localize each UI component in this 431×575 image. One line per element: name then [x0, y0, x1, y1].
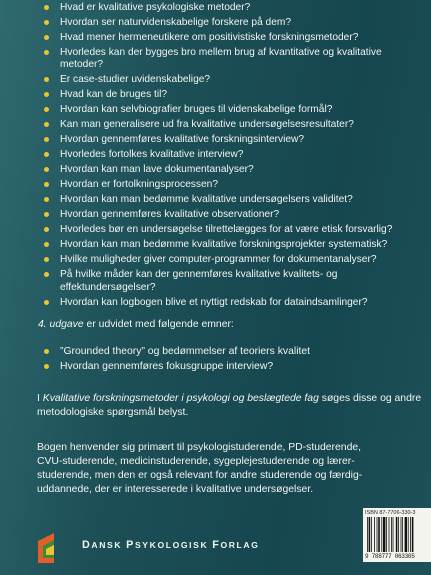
bullet-icon	[44, 364, 49, 369]
question-text: Hvordan kan man lave dokumentanalyser?	[60, 164, 254, 176]
book-title: Kvalitative forskningsmetoder i psykologi og beslægtede fag	[42, 393, 319, 404]
question-text: Hvordan kan man bedømme kvalitative forskningsprojekter systematisk?	[60, 239, 388, 251]
question-text: Er case-studier uvidenskabelige?	[60, 74, 211, 86]
question-item	[42, 89, 427, 101]
barcode	[363, 508, 431, 562]
bullet-icon	[44, 242, 49, 247]
barcode-bars	[366, 517, 428, 552]
question-text: Hvad mener hermeneutikere om positivistiske forskningsmetoder?	[60, 32, 359, 43]
question-item	[42, 134, 427, 146]
question-text: Hvordan kan selvbiografier bruges til videnskabelige formål?	[60, 104, 333, 116]
barcode-number: 9 788777 063305	[365, 553, 415, 560]
bullet-icon	[44, 122, 49, 127]
publisher-logo-icon	[34, 527, 74, 567]
bullet-icon	[44, 20, 49, 25]
question-text: Hvorledes fortolkes kvalitative interview?	[60, 149, 244, 161]
question-item	[42, 2, 427, 14]
question-item	[42, 17, 427, 29]
question-text: Hvordan gennemføres kvalitative observationer?	[60, 209, 280, 221]
description-paragraph: I Kvalitative forskningsmetoder i psykologi og beslægtede fag søges disse og andre metodologiske spørgsmål belyst.	[37, 393, 422, 418]
question-item	[42, 104, 427, 116]
question-item	[42, 239, 427, 251]
isbn-text: ISBN 87-7706-330-3	[365, 510, 416, 516]
bullet-icon	[44, 137, 49, 142]
question-text: Hvordan gennemføres kvalitative forskningsinterview?	[60, 134, 305, 146]
question-text: Hvordan kan logbogen blive et nyttigt redskab for dataindsamlinger?	[60, 296, 368, 308]
question-item	[42, 164, 427, 176]
question-item	[42, 269, 427, 294]
question-item	[42, 297, 427, 309]
question-text: Hvad er kvalitative psykologiske metoder?	[60, 2, 251, 13]
question-text: På hvilke måder kan der gennemføres kvalitative kvalitets- og effektundersøgelser?	[60, 269, 338, 293]
bullet-icon	[44, 35, 49, 40]
bullet-icon	[44, 212, 49, 217]
bullet-icon	[44, 77, 49, 82]
question-text: Hvordan er fortolkningsprocessen?	[60, 179, 218, 191]
question-item	[42, 74, 427, 86]
question-text: Kan man generalisere ud fra kvalitative undersøgelsesresultater?	[60, 119, 354, 131]
bullet-icon	[44, 257, 49, 262]
bullet-icon	[44, 167, 49, 172]
bullet-icon	[44, 182, 49, 187]
bullet-icon	[44, 152, 49, 157]
edition-rest: er udvidet med følgende emner:	[83, 319, 234, 330]
bullet-icon	[44, 197, 49, 202]
bullet-icon	[44, 300, 49, 305]
question-item	[42, 32, 427, 44]
bullet-icon	[44, 5, 49, 10]
edition-label: 4. udgave	[38, 319, 84, 330]
bullet-icon	[44, 227, 49, 232]
new-topic-item	[42, 360, 422, 373]
new-topic-item	[42, 345, 422, 358]
question-item	[42, 119, 427, 131]
bullet-icon	[44, 272, 49, 277]
bullet-icon	[44, 107, 49, 112]
publisher-name: DANSK PSYKOLOGISK FORLAG	[82, 539, 260, 551]
audience-paragraph: Bogen henvender sig primært til psykologistuderende, PD-studerende, CVU-studerende, medicinstuderende, sygeplejestuderende og lærer-studerende, men den er også relevant for andre studerende og færdig-uddannede, der er interesserede i kvalitative undersøgelser.	[37, 442, 363, 495]
question-text: Hvad kan de bruges til?	[60, 89, 168, 101]
question-item	[42, 224, 427, 236]
question-item	[42, 179, 427, 191]
question-text: Hvordan kan man bedømme kvalitative undersøgelsers validitet?	[60, 194, 353, 206]
edition-line	[38, 318, 234, 331]
question-item	[42, 209, 427, 221]
question-list	[42, 2, 427, 312]
new-topic-text: Hvordan gennemføres fokusgruppe interview?	[60, 361, 274, 372]
question-item	[42, 194, 427, 206]
question-item	[42, 149, 427, 161]
question-item	[42, 254, 427, 266]
question-text: Hvordan ser naturvidenskabelige forskere på dem?	[60, 17, 292, 28]
bullet-icon	[44, 349, 49, 354]
bullet-icon	[44, 50, 49, 55]
question-item	[42, 47, 427, 72]
question-text: Hvilke muligheder giver computer-programmer for dokumentanalyser?	[60, 254, 377, 266]
new-topics-list	[42, 345, 422, 375]
question-text: Hvorledes bør en undersøgelse tilrettelægges for at være etisk forsvarlig?	[60, 224, 393, 236]
bullet-icon	[44, 92, 49, 97]
question-text: Hvorledes kan der bygges bro mellem brug af kvantitative og kvalitative metoder?	[60, 47, 382, 71]
new-topic-text: ”Grounded theory” og bedømmelser af teoriers kvalitet	[60, 346, 311, 357]
